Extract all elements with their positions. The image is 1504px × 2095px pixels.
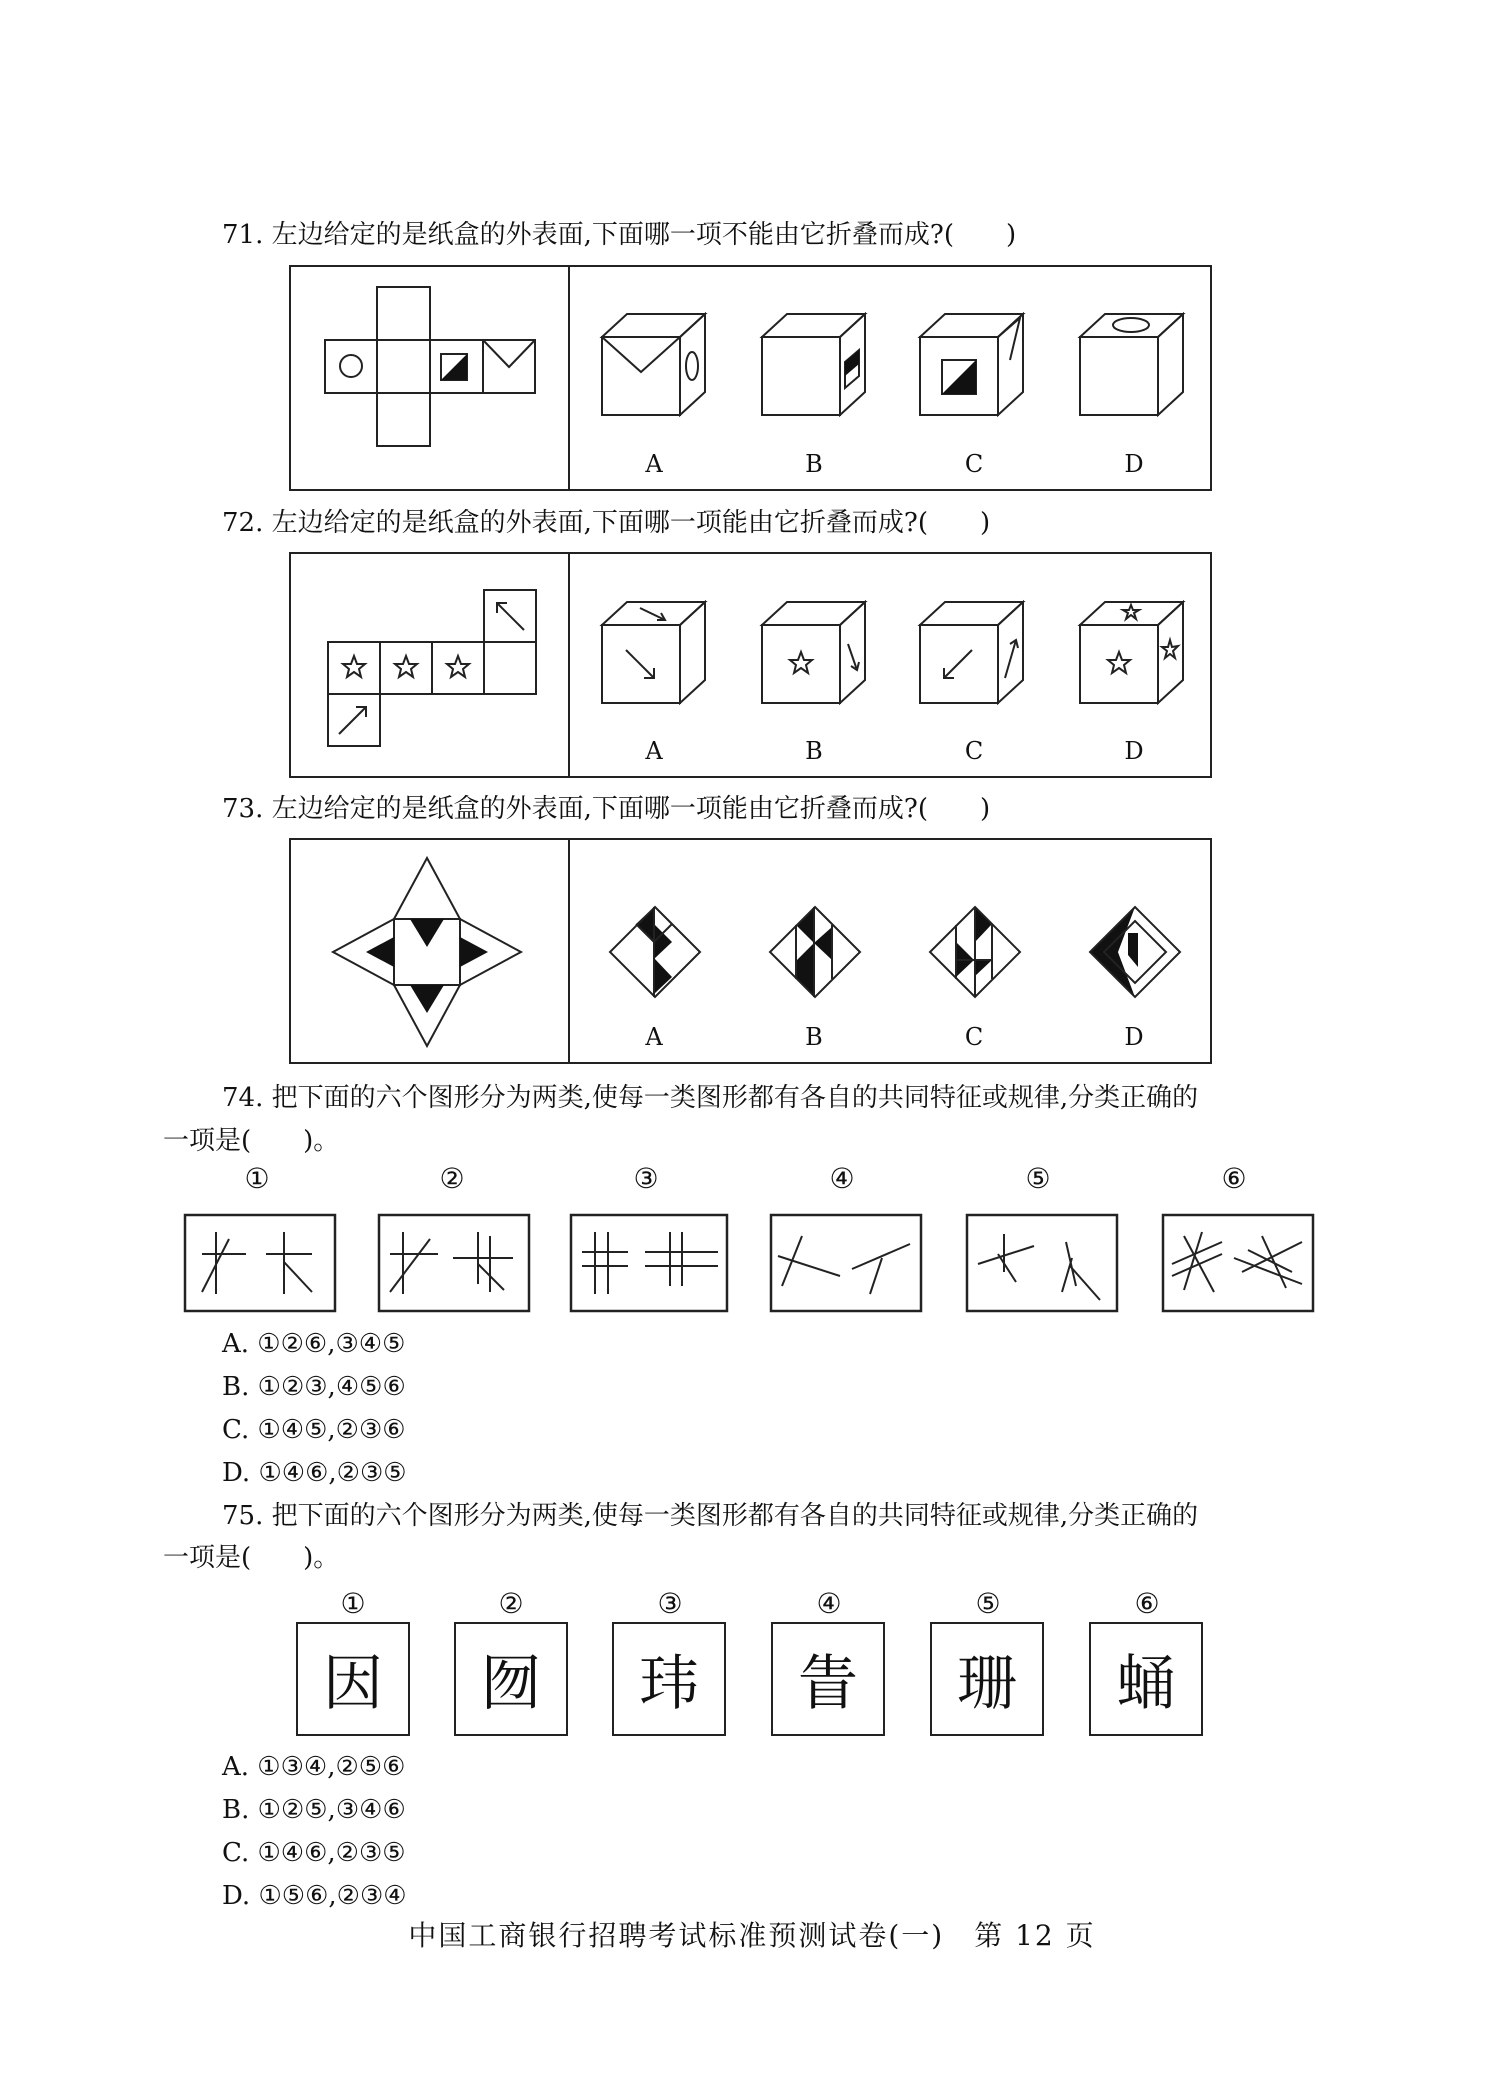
q74-figure-2 <box>378 1214 530 1312</box>
q75-option-c[interactable]: C. ①④⑥,②③⑤ <box>222 1838 406 1868</box>
q71-cube-c <box>918 312 1028 417</box>
question-72-text: 72. 左边给定的是纸盒的外表面,下面哪一项能由它折叠而成?( ) <box>222 508 991 538</box>
q75-figure-number-6: ⑥ <box>1134 1587 1160 1620</box>
q74-figure-number-4: ④ <box>829 1162 855 1195</box>
q71-label-a: A <box>645 450 663 478</box>
q74-option-b[interactable]: B. ①②③,④⑤⑥ <box>222 1372 406 1402</box>
q75-figure-number-3: ③ <box>657 1587 683 1620</box>
q75-char-box-6: 蛹 <box>1089 1622 1203 1736</box>
q75-option-a[interactable]: A. ①③④,②⑤⑥ <box>222 1752 406 1782</box>
q73-option-c <box>928 905 1023 1000</box>
q75-char-box-2: 囫 <box>454 1622 568 1736</box>
question-75-line2: 一项是( )。 <box>163 1543 340 1573</box>
q73-label-d: D <box>1124 1023 1144 1051</box>
q71-unfolded-net <box>320 285 540 455</box>
q74-option-c[interactable]: C. ①④⑤,②③⑥ <box>222 1415 406 1445</box>
q74-option-d[interactable]: D. ①④⑥,②③⑤ <box>222 1458 407 1488</box>
q73-option-a <box>608 905 703 1000</box>
q74-figure-number-6: ⑥ <box>1221 1162 1247 1195</box>
q73-label-b: B <box>805 1023 823 1051</box>
q73-label-a: A <box>645 1023 663 1051</box>
q74-figure-6 <box>1162 1214 1314 1312</box>
q72-label-d: D <box>1124 737 1144 765</box>
q71-label-c: C <box>964 450 984 478</box>
q71-label-b: B <box>805 450 823 478</box>
q72-cube-a <box>600 600 710 705</box>
q74-option-a[interactable]: A. ①②⑥,③④⑤ <box>222 1329 406 1359</box>
q72-label-c: C <box>964 737 984 765</box>
q75-char-box-4: 眚 <box>771 1622 885 1736</box>
q75-char-box-1: 因 <box>296 1622 410 1736</box>
question-73-text: 73. 左边给定的是纸盒的外表面,下面哪一项能由它折叠而成?( ) <box>222 794 991 824</box>
q73-option-d <box>1088 905 1183 1000</box>
q75-option-d[interactable]: D. ①⑤⑥,②③④ <box>222 1881 407 1911</box>
question-74-line1: 74. 把下面的六个图形分为两类,使每一类图形都有各自的共同特征或规律,分类正确的 <box>222 1083 1199 1113</box>
q74-figure-number-1: ① <box>244 1162 270 1195</box>
q75-option-b[interactable]: B. ①②⑤,③④⑥ <box>222 1795 406 1825</box>
q72-label-b: B <box>805 737 823 765</box>
q74-figure-number-3: ③ <box>633 1162 659 1195</box>
q74-figure-3 <box>570 1214 728 1312</box>
q75-figure-number-5: ⑤ <box>975 1587 1001 1620</box>
panel-divider <box>568 840 570 1062</box>
q72-cube-d <box>1078 600 1188 705</box>
question-75-line1: 75. 把下面的六个图形分为两类,使每一类图形都有各自的共同特征或规律,分类正确的 <box>222 1501 1199 1531</box>
q73-unfolded-net <box>330 855 525 1050</box>
q75-figure-number-4: ④ <box>816 1587 842 1620</box>
panel-divider <box>568 554 570 776</box>
q71-cube-b <box>760 312 870 417</box>
q72-unfolded-net <box>325 588 540 748</box>
q74-figure-4 <box>770 1214 922 1312</box>
q75-figure-number-2: ② <box>498 1587 524 1620</box>
q73-option-b <box>768 905 863 1000</box>
q74-figure-1 <box>184 1214 336 1312</box>
q72-label-a: A <box>645 737 663 765</box>
q74-figure-number-2: ② <box>439 1162 465 1195</box>
q74-figure-5 <box>966 1214 1118 1312</box>
q74-figure-number-5: ⑤ <box>1025 1162 1051 1195</box>
q75-char-box-5: 珊 <box>930 1622 1044 1736</box>
q72-cube-c <box>918 600 1028 705</box>
q71-cube-d <box>1078 312 1188 417</box>
question-74-line2: 一项是( )。 <box>163 1126 340 1156</box>
q75-char-box-3: 玮 <box>612 1622 726 1736</box>
q73-label-c: C <box>964 1023 984 1051</box>
q71-cube-a <box>600 312 710 417</box>
question-71-text: 71. 左边给定的是纸盒的外表面,下面哪一项不能由它折叠而成?( ) <box>222 220 1017 250</box>
q71-label-d: D <box>1124 450 1144 478</box>
panel-divider <box>568 267 570 489</box>
q75-figure-number-1: ① <box>340 1587 366 1620</box>
page-footer: 中国工商银行招聘考试标准预测试卷(一) 第 12 页 <box>408 1919 1096 1952</box>
q72-cube-b <box>760 600 870 705</box>
